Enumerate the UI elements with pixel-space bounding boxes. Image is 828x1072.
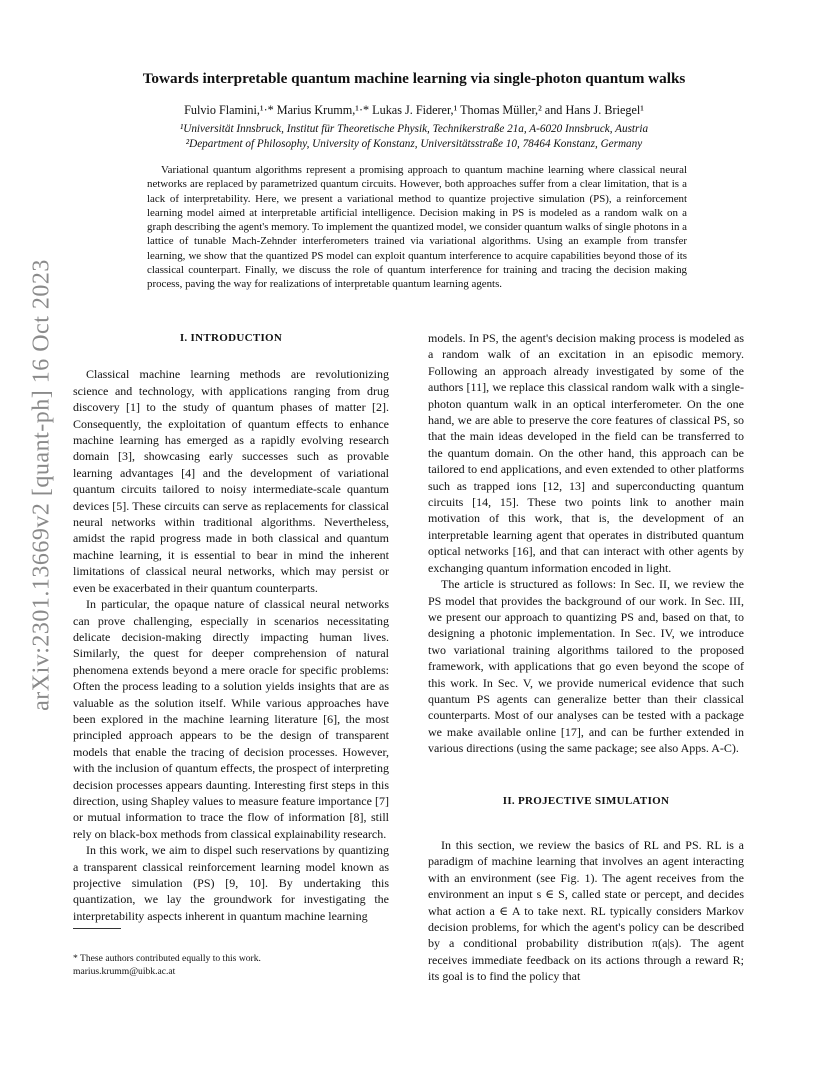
- right-column: [428, 330, 744, 985]
- section-heading-introduction: I. INTRODUCTION: [179, 332, 283, 344]
- paragraph: Classical machine learning methods are revolutionizing science and technology, with applications ranging from drug discovery [1] to the study of quantum phases of matter [2]. Consequently, the exploitation of quantum effects to enhance machine learning has emerged as a rapidly evolving research domain [3], showcasing early successes such as provable learning advantages [4] and the development of variational quantum circuits tailored to noisy intermediate-scale quantum devices [5]. These circuits can serve as replacements for classical neural networks within traditional algorithms. Nevertheless, amidst the rapid progress made in both classical and quantum machine learning, it is essential to bear in mind the inherent limitations of classical neural networks, which may persist or even be exacerbated in their quantum counterparts.: [73, 367, 389, 595]
- paragraph: In this work, we aim to dispel such reservations by quantizing a transparent classical reinforcement learning model known as projective simulation (PS) [9, 10]. By undertaking this quantization, we lay the groundwork for investigating the interpretability aspects inherent in quantum machine learning: [73, 843, 389, 923]
- arxiv-identifier: arXiv:2301.13669v2 [quant-ph] 16 Oct 2023: [28, 259, 55, 711]
- paragraph: The article is structured as follows: In Sec. II, we review the PS model that provides the background of our work. In Sec. III, we present our approach to quantizing PS and, based on that, to designing a photonic implementation. In Sec. IV, we introduce two variational training algorithms tailored to the proposed framework, with applications that go even beyond the scope of this work. In Sec. V, we provide numerical evidence that such quantum PS agents can generalize better than their classical counterparts. Most of our analyses can be tested with a package we make available online [17], and can be further extended in various directions (using the same package; see also Apps. A-C).: [428, 577, 744, 756]
- affiliation-2: ²Department of Philosophy, University of Konstanz, Universitätsstraße 10, 78464 Konstanz, Germany: [185, 138, 643, 150]
- paper-title: Towards interpretable quantum machine learning via single-photon quantum walks: [142, 70, 686, 87]
- affiliation-1: ¹Universität Innsbruck, Institut für Theoretische Physik, Technikerstraße 21a, A-6020 Innsbruck, Austria: [179, 123, 649, 135]
- abstract: Variational quantum algorithms represent a promising approach to quantum machine learning where classical neural networks are replaced by parametrized quantum circuits. However, both approaches suffer from a clear limitation, that is a lack of interpretability. Here, we present a variational method to quantize projective simulation (PS), a reinforcement learning model aimed at interpretable artificial intelligence. Decision making in PS is modeled as a random walk on a graph describing the agent's memory. To implement the quantized model, we consider quantum walks of single photons in a lattice of tunable Mach-Zehnder interferometers trained via variational algorithms. Using an example from transfer learning, we show that the quantized PS model can exploit quantum interference to acquire capabilities beyond those of its classical counterpart. Finally, we discuss the role of quantum interference for training and tracing the decision making process, paving the way for realizations of interpretable quantum learning agents.: [147, 164, 687, 291]
- section-heading-projective-simulation: II. PROJECTIVE SIMULATION: [502, 794, 670, 807]
- paragraph: In this section, we review the basics of RL and PS. RL is a paradigm of machine learning that involves an agent interacting with an environment (see Fig. 1). The agent receives from the environment an input s ∈ S, called state or percept, and decides what action a ∈ A to take next. RL typically considers Markov decision problems, for which the agent's policy can be described by a conditional probability distribution π(a|s). The agent receives immediate feedback on its actions through a reward R; its goal is to find the policy that: [428, 837, 744, 984]
- arxiv-sidebar: [22, 259, 62, 711]
- footnote: [73, 952, 261, 978]
- footnote-rule: [73, 928, 121, 929]
- left-column: [73, 330, 389, 924]
- author-list: Fulvio Flamini,¹·* Marius Krumm,¹·* Lukas J. Fiderer,¹ Thomas Müller,² and Hans J. Briegel¹: [184, 103, 644, 117]
- footnote-email[interactable]: marius.krumm@uibk.ac.at: [73, 966, 176, 977]
- footnote-equal-contribution: * These authors contributed equally to this work.: [73, 953, 261, 964]
- paragraph: In particular, the opaque nature of classical neural networks can prove challenging, especially in scenarios necessitating delicate decision-making directly impacting human lives. Similarly, the quest for deeper comprehension of natural phenomena extends beyond a mere oracle for specific problems: Often the process leading to a solution yields insights that are as valuable as the solution itself. While various approaches have been explored in the machine learning literature [6], the most principled approach appears to be the design of transparent models that enable the tracing of decision processes. However, with the inclusion of quantum effects, the prospect of interpreting decision processes appears daunting. Interesting first steps in this direction, using Shapley values to measure feature importance [7] or mutual information to trace the flow of information [8], still rely on black-box methods from classical explainability research.: [73, 597, 389, 841]
- paragraph: models. In PS, the agent's decision making process is modeled as a random walk of an excitation in an episodic memory. Following an approach already investigated by some of the authors [11], we replace this classical random walk with a single-photon quantum walk in an optical interferometer. On the one hand, we are able to preserve the core features of classical PS, so that the main ideas developed in the field can be transferred to the quantum domain. On the other hand, this approach can be tailored to end applications, and even extended to other platforms such as trapped ions [12, 13] and superconducting quantum circuits [14, 15]. These two points link to another main motivation of this work, that is, the development of an interpretable learning agent that operates in distributed quantum optical networks [16], and that can interact with other agents by exchanging quantum information encoded in light.: [428, 331, 744, 575]
